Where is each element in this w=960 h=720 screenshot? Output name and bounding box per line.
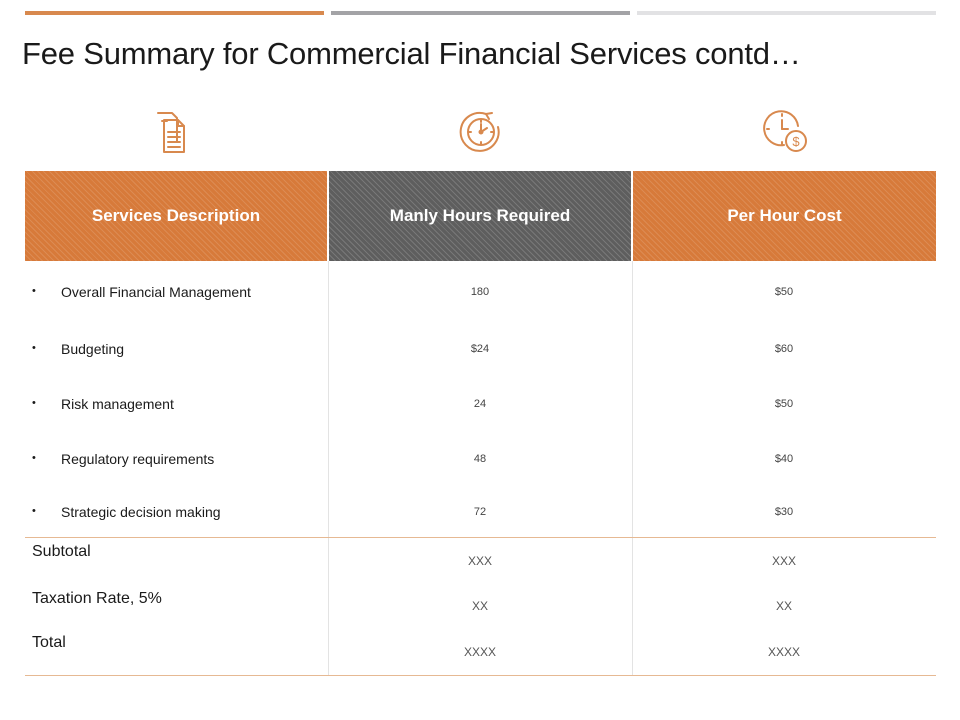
summary-divider [25,537,936,538]
table-bottom-border [25,675,936,676]
table-row [25,449,936,469]
bullet: • [32,397,36,409]
cost-value: $30 [774,506,794,518]
service-name: Risk management [61,396,174,412]
table-row [25,282,936,302]
taxation-cost: XX [775,599,792,613]
cost-value: $60 [774,343,794,355]
subtotal-cost: XXX [771,554,796,568]
cost-value: $50 [774,398,794,410]
taxation-hours: XX [471,599,488,613]
total-hours: XXXX [463,645,496,659]
subtotal-hours: XXX [467,554,492,568]
hours-value: $24 [470,343,490,355]
table-row [25,394,936,414]
documents-icon [148,107,198,157]
hours-value: 72 [473,506,487,518]
header-per-hour-cost: Per Hour Cost [633,171,936,261]
bullet: • [32,342,36,354]
service-name: Regulatory requirements [61,451,215,467]
cost-value: $50 [774,286,794,298]
clock-refresh-icon [456,107,506,157]
table-row [25,502,936,522]
service-name: Strategic decision making [61,504,221,520]
header-hours-required: Manly Hours Required [329,171,631,261]
total-label: Total [32,634,66,651]
svg-text:$: $ [792,134,800,149]
table-row [25,339,936,359]
total-cost: XXXX [767,645,800,659]
header-services-description: Services Description [25,171,327,261]
hours-value: 24 [473,398,487,410]
clock-dollar-icon [762,107,812,157]
bullet: • [32,505,36,517]
cost-value: $40 [774,453,794,465]
bullet: • [32,452,36,464]
service-name: Budgeting [61,341,125,357]
subtotal-label: Subtotal [32,543,91,560]
top-accent-bar-orange [25,11,324,15]
top-accent-bar-gray [331,11,630,15]
hours-value: 180 [470,286,490,298]
taxation-rate-label: Taxation Rate, 5% [32,590,162,607]
hours-value: 48 [473,453,487,465]
service-name: Overall Financial Management [61,284,251,300]
slide-title: Fee Summary for Commercial Financial Services contd… [22,36,801,71]
top-accent-bar-light [637,11,936,15]
bullet: • [32,285,36,297]
